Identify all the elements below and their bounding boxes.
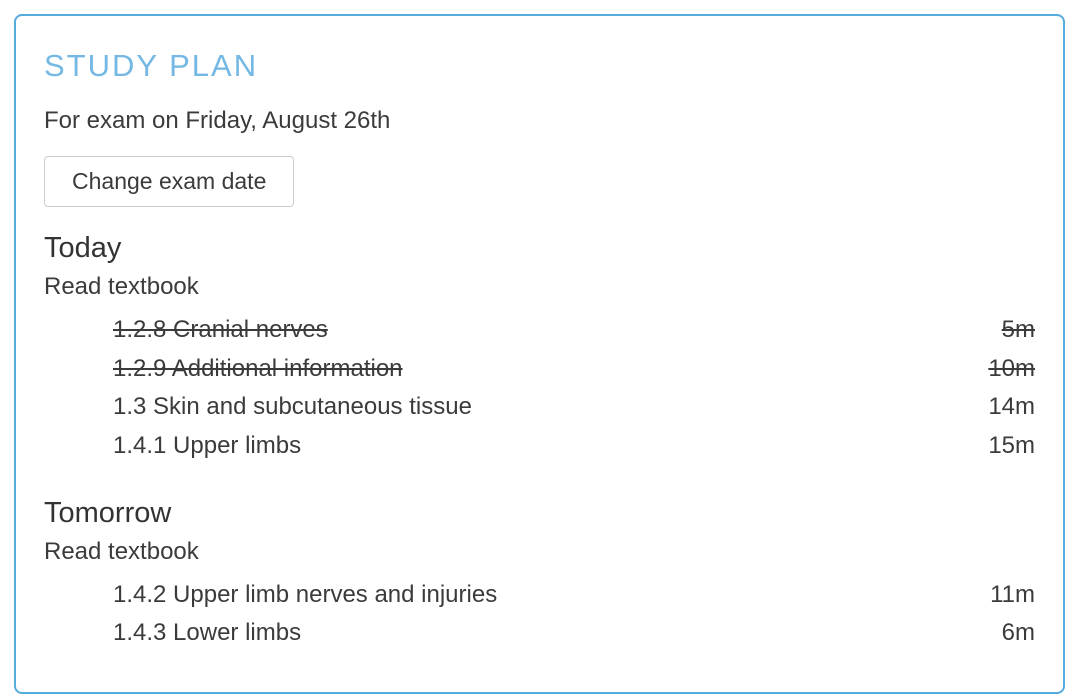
task-duration: 11m bbox=[990, 580, 1035, 608]
task-duration: 15m bbox=[988, 432, 1035, 460]
task-row[interactable] bbox=[44, 350, 1035, 389]
task-duration: 14m bbox=[988, 393, 1035, 421]
task-duration: 5m bbox=[1001, 316, 1035, 343]
task-row[interactable] bbox=[44, 576, 1035, 615]
section-heading-today: Today bbox=[44, 232, 122, 264]
task-duration: 10m bbox=[988, 354, 1035, 382]
task-label: 1.4.1 Upper limbs bbox=[113, 432, 302, 460]
task-list-today bbox=[44, 311, 1035, 466]
task-group-label: Read textbook bbox=[44, 273, 199, 300]
task-row[interactable] bbox=[44, 427, 1035, 466]
task-row[interactable] bbox=[44, 614, 1035, 653]
task-label: 1.4.3 Lower limbs bbox=[113, 619, 302, 647]
section-heading-tomorrow: Tomorrow bbox=[44, 496, 172, 529]
task-row[interactable] bbox=[44, 388, 1035, 427]
task-group-label: Read textbook bbox=[44, 537, 199, 565]
task-label: 1.2.9 Additional information bbox=[113, 354, 403, 382]
task-label: 1.4.2 Upper limb nerves and injuries bbox=[113, 580, 498, 608]
page-title: STUDY PLAN bbox=[44, 48, 259, 83]
task-label: 1.2.8 Cranial nerves bbox=[113, 316, 328, 343]
task-duration: 6m bbox=[1001, 619, 1035, 647]
task-list-tomorrow bbox=[44, 576, 1035, 653]
change-exam-date-button[interactable]: Change exam date bbox=[44, 156, 294, 207]
task-label: 1.3 Skin and subcutaneous tissue bbox=[113, 393, 472, 421]
task-row[interactable] bbox=[44, 311, 1035, 350]
study-plan-panel bbox=[14, 14, 1065, 694]
exam-date-text: For exam on Friday, August 26th bbox=[44, 107, 391, 134]
